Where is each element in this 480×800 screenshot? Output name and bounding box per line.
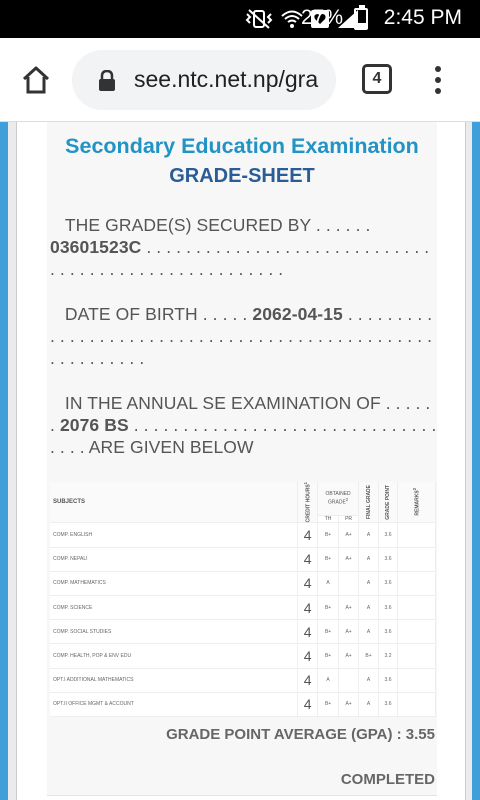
remarks-cell xyxy=(398,692,436,716)
subject-cell: OPT.I ADDITIONAL MATHEMATICS xyxy=(50,668,298,692)
pr-grade-cell xyxy=(339,571,359,595)
th-grade-cell: B+ xyxy=(318,644,339,668)
grade-point-cell: 3.6 xyxy=(379,692,398,716)
date-of-birth-line: DATE OF BIRTH . . . . . 2062-04-15 . . . . . . . . . . . . . . . . . . . . . . . . . . . . . . . . . . . . . . . . . . . . . . . . . . . . . . . . . . xyxy=(50,304,433,368)
pr-grade-cell: A+ xyxy=(339,523,359,547)
subject-cell: COMP. HEALTH, POP & ENV EDU xyxy=(50,644,298,668)
subject-cell: COMP. SOCIAL STUDIES xyxy=(50,620,298,644)
grade-sheet-body xyxy=(47,122,437,800)
address-bar[interactable] xyxy=(72,50,336,110)
subject-cell: COMP. NEPALI xyxy=(50,547,298,571)
final-grade-cell: A xyxy=(359,595,379,619)
overflow-menu-button[interactable] xyxy=(428,62,448,98)
table-row xyxy=(50,523,436,547)
credit-cell: 4 xyxy=(298,571,318,595)
th-grade-cell: B+ xyxy=(318,547,339,571)
th-grade-cell: B+ xyxy=(318,620,339,644)
final-grade-cell: A xyxy=(359,523,379,547)
pr-grade-cell: A+ xyxy=(339,692,359,716)
browser-toolbar xyxy=(0,38,480,122)
credit-hours-header: CREDIT HOURS$^1$ xyxy=(298,482,318,523)
table-row xyxy=(50,692,436,716)
pr-grade-cell: A+ xyxy=(339,620,359,644)
th-grade-cell: B+ xyxy=(318,692,339,716)
credit-cell: 4 xyxy=(298,644,318,668)
gpa-summary: GRADE POINT AVERAGE (GPA) : 3.55 xyxy=(166,726,435,743)
table-row xyxy=(50,547,436,571)
th-grade-cell: B+ xyxy=(318,523,339,547)
exam-year: 2076 BS xyxy=(59,415,129,435)
remarks-cell xyxy=(398,620,436,644)
menu-dot-icon xyxy=(435,66,441,72)
vibrate-mute-icon xyxy=(244,8,274,30)
subject-cell: OPT.II OFFICE MGMT & ACCOUNT xyxy=(50,692,298,716)
frame-border-left xyxy=(0,122,8,800)
pr-grade-cell: A+ xyxy=(339,595,359,619)
remarks-cell xyxy=(398,668,436,692)
credit-cell: 4 xyxy=(298,595,318,619)
remarks-cell xyxy=(398,595,436,619)
web-content[interactable] xyxy=(0,122,480,800)
examination-line: IN THE ANNUAL SE EXAMINATION OF . . . . . . 2076 BS . . . . . . . . . . . . . . . . . . . . . . . . . . . . . . . . . . . ARE GIVEN BELOW xyxy=(50,393,437,457)
table-row xyxy=(50,571,436,595)
subject-cell: COMP. MATHEMATICS xyxy=(50,571,298,595)
table-row xyxy=(50,620,436,644)
table-row xyxy=(50,595,436,619)
completion-status: COMPLETED xyxy=(340,771,435,788)
status-bar xyxy=(0,0,480,38)
final-grade-cell: A xyxy=(359,692,379,716)
grade-point-cell: 3.6 xyxy=(379,571,398,595)
th-grade-cell: A xyxy=(318,668,339,692)
menu-dot-icon xyxy=(435,77,441,83)
credit-cell: 4 xyxy=(298,523,318,547)
final-grade-cell: B+ xyxy=(359,644,379,668)
grade-table-body xyxy=(50,523,436,717)
credit-cell: 4 xyxy=(298,668,318,692)
th-header: TH xyxy=(318,516,339,523)
grade-table xyxy=(50,482,436,717)
lock-icon xyxy=(98,70,116,92)
date-of-birth: 2062-04-15 xyxy=(252,304,343,324)
grade-sheet xyxy=(16,122,466,800)
pr-grade-cell: A+ xyxy=(339,547,359,571)
exam-title: Secondary Education Examination xyxy=(65,134,419,158)
clock: 2:45 PM xyxy=(383,6,462,29)
remarks-cell xyxy=(398,571,436,595)
battery-percent: 27% xyxy=(300,6,343,29)
url-text: see.ntc.net.np/gra xyxy=(134,66,319,92)
menu-dot-icon xyxy=(435,88,441,94)
grade-point-cell: 3.6 xyxy=(379,620,398,644)
obtained-grade-header: OBTAINED GRADE$^2$ xyxy=(318,482,359,516)
grade-point-header: GRADE POINT xyxy=(379,482,398,523)
pr-grade-cell xyxy=(339,668,359,692)
final-grade-cell: A xyxy=(359,571,379,595)
grade-sheet-heading: GRADE-SHEET xyxy=(169,165,315,187)
th-grade-cell: B+ xyxy=(318,595,339,619)
divider xyxy=(47,795,437,800)
grade-point-cell: 3.6 xyxy=(379,595,398,619)
final-grade-cell: A xyxy=(359,668,379,692)
tab-switcher-button[interactable]: 4 xyxy=(362,64,392,94)
remarks-cell xyxy=(398,644,436,668)
battery-icon xyxy=(354,8,368,30)
table-row xyxy=(50,644,436,668)
remarks-header: REMARKS$^3$ xyxy=(398,482,436,523)
grade-point-cell: 3.6 xyxy=(379,668,398,692)
credit-cell: 4 xyxy=(298,620,318,644)
remarks-cell xyxy=(398,523,436,547)
final-grade-header: FINAL GRADE xyxy=(359,482,379,523)
th-grade-cell: A xyxy=(318,571,339,595)
pr-grade-cell: A+ xyxy=(339,644,359,668)
final-grade-cell: A xyxy=(359,547,379,571)
remarks-cell xyxy=(398,547,436,571)
symbol-number: 03601523C xyxy=(50,237,142,257)
subject-cell: COMP. ENGLISH xyxy=(50,523,298,547)
table-header-row xyxy=(50,482,436,516)
credit-cell: 4 xyxy=(298,547,318,571)
grade-point-cell: 3.6 xyxy=(379,547,398,571)
grade-point-cell: 3.6 xyxy=(379,523,398,547)
secured-by-line: THE GRADE(S) SECURED BY . . . . . . 03601523C . . . . . . . . . . . . . . . . . . . . . . . . . . . . . . . . . . . . . . . . . . . . . . . . . . . . . xyxy=(50,215,430,279)
subjects-header: SUBJECTS xyxy=(50,482,298,523)
subject-cell: COMP. SCIENCE xyxy=(50,595,298,619)
grade-point-cell: 3.2 xyxy=(379,644,398,668)
home-button[interactable] xyxy=(18,62,54,98)
final-grade-cell: A xyxy=(359,620,379,644)
table-row xyxy=(50,668,436,692)
frame-border-right xyxy=(472,122,480,800)
home-icon xyxy=(20,64,52,96)
credit-cell: 4 xyxy=(298,692,318,716)
pr-header: PR xyxy=(339,516,359,523)
